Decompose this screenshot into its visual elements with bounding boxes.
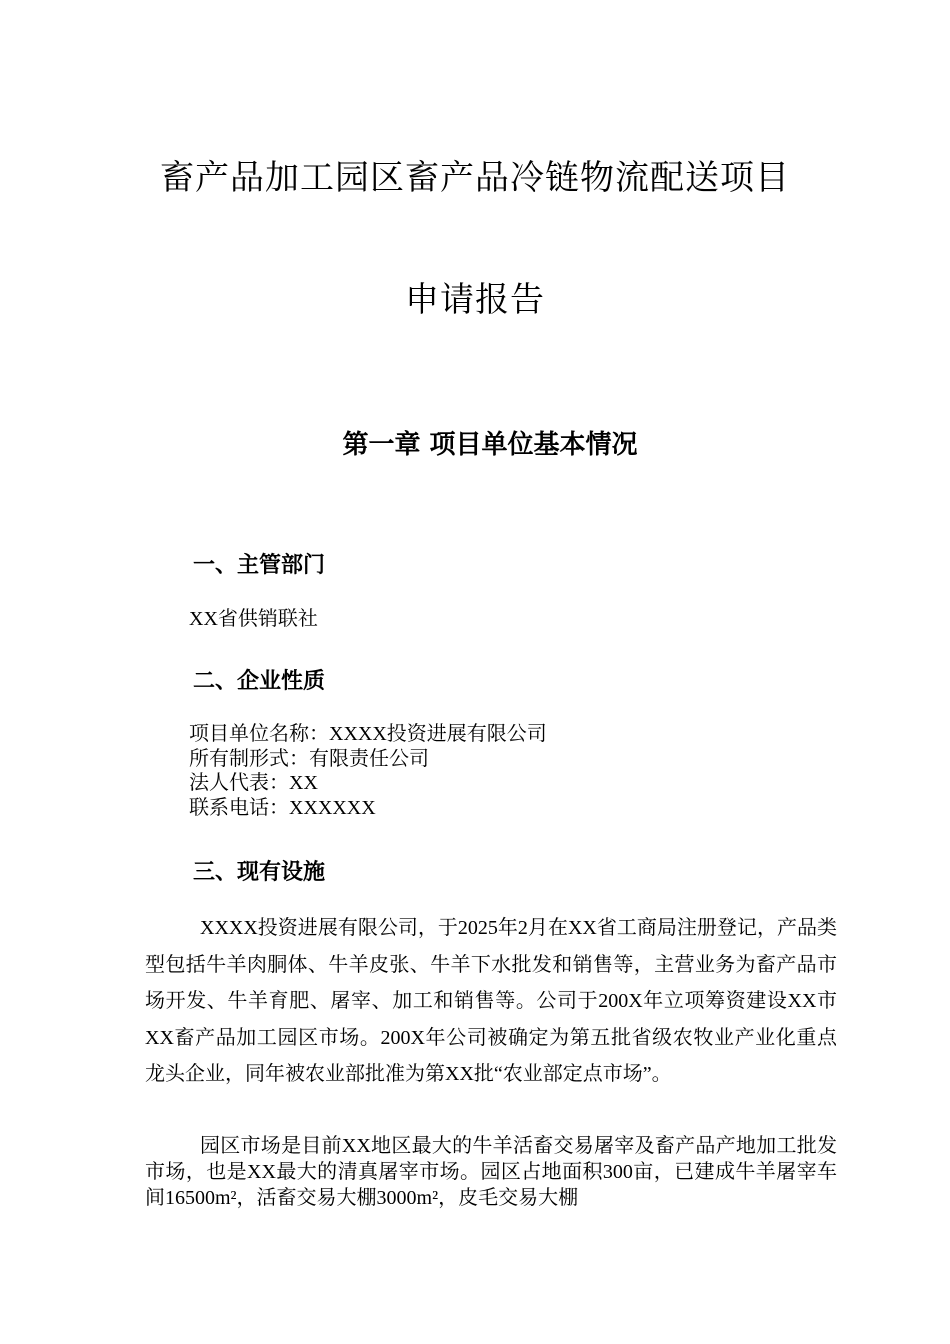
legal-rep-line: 法人代表：XX [189, 772, 318, 794]
text-line: XX省供销联社 [189, 608, 318, 630]
document-title-line-2: 申请报告 [405, 280, 545, 320]
phone-line: 联系电话：XXXXXX [189, 796, 376, 819]
chapter-title: 第一章 项目单位基本情况 [342, 430, 638, 460]
enterprise-info [189, 722, 547, 820]
company-name-line: 项目单位名称：XXXX投资进展有限公司 [189, 723, 547, 745]
ownership-line: 所有制形式：有限责任公司 [189, 747, 429, 770]
section-heading-enterprise-nature: 二、企业性质 [193, 669, 326, 694]
document-title-line-1: 畜产品加工园区畜产品冷链物流配送项目 [160, 158, 790, 198]
section-heading-authority: 一、主管部门 [193, 553, 326, 578]
facilities-paragraph-1: XXXX投资进展有限公司，于2025年2月在XX省工商局注册登记，产品类型包括牛羊肉胴体、牛羊皮张、牛羊下水批发和销售等，主营业务为畜产品市场开发、牛羊育肥、屠宰、加工和销售等。公司于200X年立项筹资建设XX市XX畜产品加工园区市场。200X年公司被确定为第五批省级农牧业产业化重点龙头企业，同年被农业部批准为第XX批“农业部定点市场”。 [145, 917, 837, 1085]
authority-text [189, 607, 318, 632]
section-heading-facilities: 三、现有设施 [193, 860, 326, 885]
facilities-paragraph-2: 园区市场是目前XX地区最大的牛羊活畜交易屠宰及畜产品产地加工批发市场，也是XX最大的清真屠宰市场。园区占地面积300亩，已建成牛羊屠宰车间16500m²，活畜交易大棚3000m²，皮毛交易大棚 [145, 1135, 837, 1209]
